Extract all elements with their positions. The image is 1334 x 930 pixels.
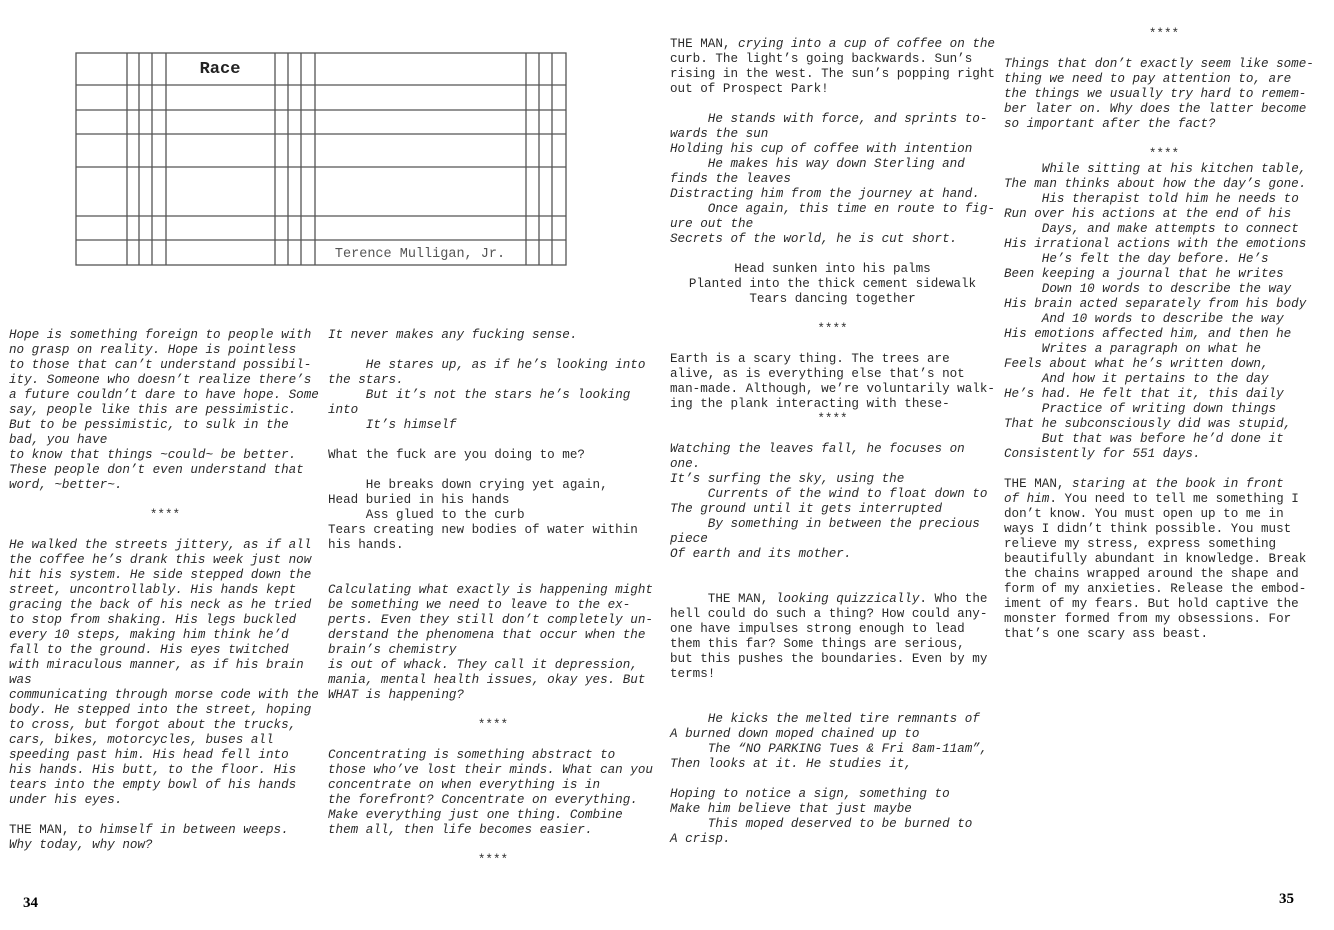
text-run: He breaks down crying yet again, Head buried in his hands Ass glued to the curb Tears creating new bodies of water within his hands. (328, 478, 638, 552)
text-run: He kicks the melted tire remnants of A burned down moped chained up to The “NO PARKING Tues & Fri 8am-11am”, Then looks at it. He studies it, (670, 712, 988, 771)
column-4 (1004, 27, 1324, 642)
text-run: Hope is something foreign to people with no grasp on reality. Hope is pointless to those that can’t understand possibil- ity. Someone who doesn’t realize there’s a future couldn’t dare to have hope. Some say, people like this are pessimistic. But to be pessimistic, to sulk in the bad, you have to know that things ~could~ be better. These people don’t even understand that word, ~better~. (9, 328, 319, 492)
text-run: What the fuck are you doing to me? (328, 448, 585, 462)
text-block (328, 478, 658, 553)
spacer (1004, 42, 1324, 57)
text-block (328, 328, 658, 343)
text-run: to himself in between weeps. Why today, why now? (9, 823, 289, 852)
race-title: Race (199, 60, 241, 79)
spacer (670, 682, 995, 712)
text-block (328, 583, 658, 703)
text-run: . Who the hell could do such a thing? How could any- one have impulses strong enough to lead them this far? Some things are serious, but this pushes the boundaries. Even by my terms! (670, 592, 988, 681)
spacer (1004, 462, 1324, 477)
race-table (0, 0, 600, 280)
section-divider: **** (477, 853, 509, 867)
text-run: Things that don’t exactly seem like some- thing we need to pay attention to, are the things we usually try hard to remem- ber later on. Why does the latter become so important after the fact? (1004, 57, 1314, 131)
text-block (670, 112, 995, 247)
spacer (328, 838, 658, 853)
spacer (670, 307, 995, 322)
text-block (670, 592, 995, 682)
text-run: curb. The light’s going backwards. Sun’s rising in the west. The sun’s popping right out of Prospect Park! (670, 52, 995, 96)
spacer (328, 733, 658, 748)
text-run: He walked the streets jittery, as if all the coffee he’s drank this week just now hit his system. He side stepped down the street, uncontrollably. His hands kept gracing the back of his neck as he tried to stop from shaking. His legs buckled every 10 steps, making him think he’d fall to the ground. His eyes twitched with miraculous manner, as if his brain was communicating through morse code with the body. He stepped into the street, hoping to cross, but forgot about the trucks, cars, bikes, motorcycles, buses all speeding past him. His head fell into his hands. His butt, to the floor. His tears into the empty bowl of his hands under his eyes. (9, 538, 319, 807)
text-run: He stands with force, and sprints to- wards the sun Holding his cup of coffee with intention He makes his way down Sterling and finds the leaves Distracting him from the journey at hand. Once again, this time en route to fig- ure out the Secrets of the world, he is cut short. (670, 112, 995, 246)
text-block (670, 352, 995, 412)
text-run: Calculating what exactly is happening might be something we need to leave to the ex- perts. Even they still don’t completely un- derstand the phenomena that occur when the brain’s chemistry is out of whack. They call it depression, mania, mental health issues, okay yes. But WHAT is happening? (328, 583, 653, 702)
text-block (670, 442, 995, 562)
text-run: Hoping to notice a sign, something to Make him believe that just maybe This moped deserved to be burned to A crisp. (670, 787, 973, 846)
page-number-right: 35 (1279, 891, 1294, 907)
centered-verse: Head sunken into his palms Planted into the thick cement sidewalk Tears dancing together (688, 262, 977, 306)
text-block (328, 448, 658, 463)
text-run: THE MAN, (9, 823, 78, 837)
text-block (670, 787, 995, 847)
text-run: He stares up, as if he’s looking into the stars. But it’s not the stars he’s looking into It’s himself (328, 358, 646, 432)
text-block (328, 748, 658, 838)
text-block (670, 37, 995, 97)
spacer (670, 337, 995, 352)
text-block (328, 358, 658, 433)
spacer (1004, 132, 1324, 147)
section-divider: **** (817, 412, 848, 426)
column-1 (9, 328, 321, 853)
text-run: Concentrating is something abstract to those who’ve lost their minds. What can you concentrate on when everything is in the forefront? Concentrate on everything. Make everything just one thing. Combine them all, then life becomes easier. (328, 748, 653, 837)
spacer (670, 562, 995, 592)
text-run: crying into a cup of coffee on the (738, 37, 995, 51)
section-divider: **** (149, 508, 181, 522)
section-divider: **** (817, 322, 848, 336)
race-author: Terence Mulligan, Jr. (334, 247, 506, 262)
text-run: Earth is a scary thing. The trees are alive, as is everything else that’s not man-made. Although, we’re voluntarily walk- ing the plank interacting with these- (670, 352, 995, 411)
text-run: staring at the book in front of him (1004, 477, 1284, 506)
column-2 (328, 328, 658, 868)
text-run: It never makes any fucking sense. (328, 328, 578, 342)
text-run: Watching the leaves fall, he focuses on one. It’s surfing the sky, using the Currents of the wind to float down to The ground until it gets interrupted By something in between the precious piece Of earth and its mother. (670, 442, 988, 561)
text-run: . You need to tell me something I don’t know. You must open up to me in ways I didn’t think possible. You must relieve my stress, express something beautifully abundant in knowledge. Break the chains wrapped around the shape and form of my anxieties. Release the embod- iment of my fears. But hold captive the monster formed from my obsessions. For that’s one scary ass beast. (1004, 492, 1307, 641)
spacer (9, 523, 321, 538)
section-divider: **** (477, 718, 509, 732)
spacer (670, 247, 995, 262)
text-block (670, 712, 995, 772)
text-run: THE MAN, (670, 592, 776, 606)
text-block (9, 328, 321, 493)
spacer (9, 493, 321, 508)
spacer (328, 703, 658, 718)
spacer (670, 97, 995, 112)
column-3 (670, 37, 995, 847)
text-run: THE MAN, (1004, 477, 1073, 491)
spacer (328, 343, 658, 358)
text-block (9, 538, 321, 808)
text-block (1004, 162, 1324, 462)
text-block (1004, 477, 1324, 642)
text-block (1004, 57, 1324, 132)
spacer (328, 433, 658, 448)
section-divider: **** (1148, 27, 1180, 41)
text-run: While sitting at his kitchen table, The man thinks about how the day’s gone. His therapist told him he needs to Run over his actions at the end of his Days, and make attempts to connect His irrational actions with the emotions He’s felt the day before. He’s Been keeping a journal that he writes Down 10 words to describe the way His brain acted separately from his body And 10 words to describe the way His emotions affected him, and then he Writes a paragraph on what he Feels about what he’s written down, And how it pertains to the day He’s had. He felt that it, this daily Practice of writing down things That he subconsciously did was stupid, But that was before he’d done it Consistently for 551 days. (1004, 162, 1307, 461)
text-run: looking quizzically (775, 592, 920, 606)
text-block (9, 823, 321, 853)
spacer (9, 808, 321, 823)
section-divider: **** (1148, 147, 1180, 161)
spacer (328, 463, 658, 478)
spacer (670, 772, 995, 787)
text-run: THE MAN, (670, 37, 739, 51)
spacer (328, 553, 658, 583)
page-number-left: 34 (23, 895, 38, 911)
spacer (670, 427, 995, 442)
